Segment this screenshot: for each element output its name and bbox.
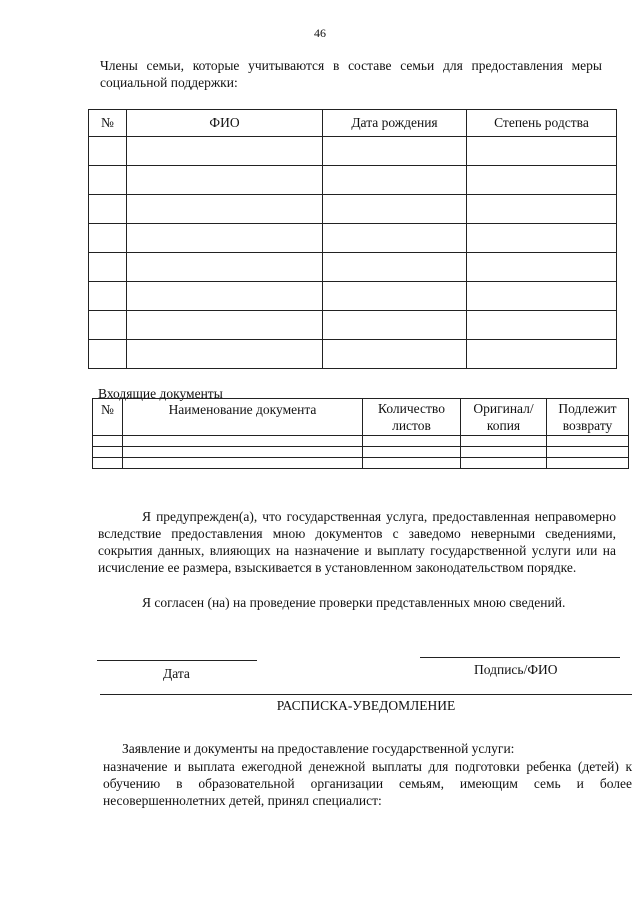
col-relationship: Степень родства xyxy=(467,110,617,137)
col-number: № xyxy=(89,110,127,137)
table-cell xyxy=(323,166,467,195)
family-table-row xyxy=(89,137,617,166)
table-cell xyxy=(123,436,363,447)
signature-line xyxy=(420,657,620,658)
table-cell xyxy=(467,224,617,253)
table-cell xyxy=(467,340,617,369)
table-cell xyxy=(127,137,323,166)
family-table-row xyxy=(89,340,617,369)
table-cell xyxy=(461,458,547,469)
table-cell xyxy=(127,166,323,195)
family-table-row xyxy=(89,282,617,311)
table-cell xyxy=(323,195,467,224)
col-sheet-count: Количество листов xyxy=(363,399,461,436)
col-doc-name: Наименование документа xyxy=(123,399,363,436)
receipt-separator xyxy=(100,694,632,695)
family-members-table xyxy=(88,109,617,369)
table-cell xyxy=(89,311,127,340)
col-birth-date: Дата рождения xyxy=(323,110,467,137)
docs-table-header xyxy=(93,399,629,436)
docs-table-row xyxy=(93,447,629,458)
table-cell xyxy=(467,282,617,311)
table-cell xyxy=(461,447,547,458)
table-cell xyxy=(467,166,617,195)
col-original-copy: Оригинал/ копия xyxy=(461,399,547,436)
table-cell xyxy=(93,447,123,458)
table-cell xyxy=(89,166,127,195)
table-cell xyxy=(127,282,323,311)
table-cell xyxy=(467,253,617,282)
table-cell xyxy=(89,224,127,253)
col-number: № xyxy=(93,399,123,436)
table-cell xyxy=(467,311,617,340)
table-cell xyxy=(89,195,127,224)
table-cell xyxy=(323,137,467,166)
table-cell xyxy=(363,458,461,469)
table-cell xyxy=(323,282,467,311)
table-cell xyxy=(89,253,127,282)
table-cell xyxy=(323,224,467,253)
incoming-docs-title: Входящие документы xyxy=(98,386,223,401)
family-table-header xyxy=(89,110,617,137)
receipt-paragraph: назначение и выплата ежегодной денежной выплаты для подготовки ребенка (детей) к обучению в образовательной организации семьям, имеющим семь и более несовершеннолетних детей, принял специалист: xyxy=(103,759,632,808)
table-cell xyxy=(93,458,123,469)
table-cell xyxy=(89,340,127,369)
docs-table-row xyxy=(93,458,629,469)
table-cell xyxy=(363,447,461,458)
family-table-row xyxy=(89,224,617,253)
family-table-row xyxy=(89,311,617,340)
table-cell xyxy=(127,311,323,340)
docs-table-row xyxy=(93,436,629,447)
table-cell xyxy=(323,253,467,282)
table-cell xyxy=(547,436,629,447)
col-return: Подлежит возврату xyxy=(547,399,629,436)
table-cell xyxy=(123,447,363,458)
table-cell xyxy=(127,195,323,224)
signature-label: Подпись/ФИО xyxy=(474,662,558,677)
table-cell xyxy=(547,447,629,458)
table-cell xyxy=(461,436,547,447)
date-label: Дата xyxy=(163,666,190,681)
table-cell xyxy=(467,195,617,224)
table-cell xyxy=(363,436,461,447)
table-cell xyxy=(467,137,617,166)
table-cell xyxy=(323,311,467,340)
date-signature-line xyxy=(97,660,257,661)
receipt-title: РАСПИСКА-УВЕДОМЛЕНИЕ xyxy=(276,698,456,713)
table-cell xyxy=(127,340,323,369)
col-fio: ФИО xyxy=(127,110,323,137)
table-cell xyxy=(89,137,127,166)
table-cell xyxy=(547,458,629,469)
family-table-row xyxy=(89,195,617,224)
incoming-docs-table xyxy=(92,398,629,469)
table-cell xyxy=(127,253,323,282)
family-table-row xyxy=(89,166,617,195)
consent-paragraph: Я согласен (на) на проведение проверки представленных мною сведений. xyxy=(142,595,566,610)
table-cell xyxy=(323,340,467,369)
page-number: 46 xyxy=(314,26,326,40)
family-table-row xyxy=(89,253,617,282)
table-cell xyxy=(127,224,323,253)
table-cell xyxy=(93,436,123,447)
table-cell xyxy=(89,282,127,311)
family-intro: Члены семьи, которые учитываются в составе семьи для предоставления меры социальной поддержки: xyxy=(100,58,602,90)
warning-paragraph: Я предупрежден(а), что государственная услуга, предоставленная неправомерно вследствие предоставления мною документов с заведомо неверными сведениями, сокрытия данных, влияющих на назначение и выплату государственной услуги или на исчисление ее размера, взыскивается в установленном законодательством порядке. xyxy=(98,509,616,575)
table-cell xyxy=(123,458,363,469)
receipt-line-1: Заявление и документы на предоставление государственной услуги: xyxy=(122,741,515,756)
